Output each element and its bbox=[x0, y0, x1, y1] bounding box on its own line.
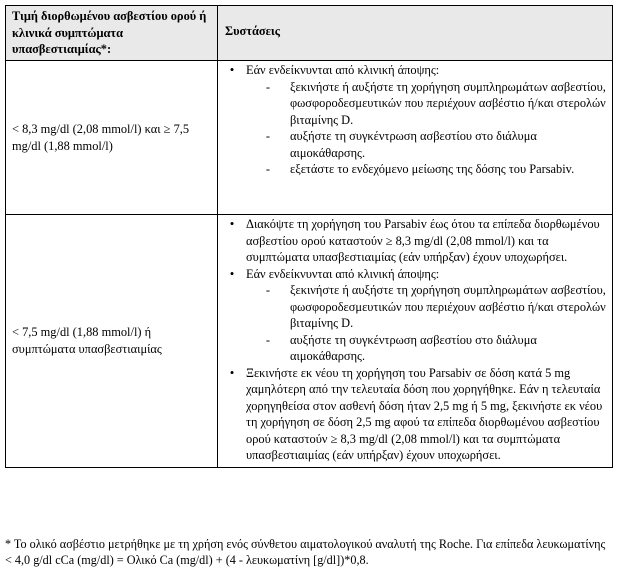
table-header-row bbox=[6, 6, 613, 61]
dosing-table bbox=[5, 5, 613, 468]
dash-marker: - bbox=[265, 129, 271, 143]
dash-marker: - bbox=[265, 79, 271, 94]
dash-marker: - bbox=[265, 162, 271, 176]
dash-text: αυξήστε τη συγκέντρωση ασβεστίου στο διάλυμα αιμοκάθαρσης. bbox=[290, 129, 537, 160]
table-row bbox=[6, 61, 613, 215]
dash-list bbox=[218, 79, 608, 178]
dash-item bbox=[246, 282, 608, 332]
dash-item bbox=[246, 161, 608, 178]
header-recommendations: Συστάσεις bbox=[218, 6, 613, 61]
bullet-item bbox=[218, 62, 608, 79]
bullet-marker: • bbox=[229, 364, 235, 380]
dash-marker: - bbox=[265, 283, 271, 297]
dash-item bbox=[246, 79, 608, 129]
bullet-marker: • bbox=[229, 265, 235, 281]
recommendation-cell bbox=[218, 215, 613, 468]
bullet-text: Εάν ενδείκνυνται από κλινική άποψης: bbox=[246, 63, 440, 77]
dash-item bbox=[246, 128, 608, 161]
bullet-text: Εάν ενδείκνυνται από κλινική άποψης: bbox=[246, 266, 440, 281]
bullet-item bbox=[218, 216, 608, 266]
bullet-marker: • bbox=[229, 62, 235, 77]
dash-item bbox=[246, 332, 608, 365]
footnote: * Το ολικό ασβέστιο μετρήθηκε με τη χρήση ενός σύνθετου αιματολογικού αναλυτή της Roche. Για επίπεδα λευκωματίνης < 4,0 g/dl cCa (mg/dl) = Ολικό Ca (mg/dl) + (4 - λευκωματίνη [g/dl])*0,8. bbox=[5, 537, 606, 567]
bullet-marker: • bbox=[229, 216, 235, 231]
bullet-item bbox=[218, 266, 608, 283]
header-calcium-value: Τιμή διορθωμένου ασβεστίου ορού ή κλινικά συμπτώματα υπασβεστιαιμίας*: bbox=[6, 6, 218, 61]
dash-text: ξεκινήστε ή αυξήστε τη χορήγηση συμπληρωμάτων ασβεστίου, φωσφοροδεσμευτικών που περιέχουν ασβέστιο ή/και στερολών βιταμίνης D. bbox=[290, 283, 606, 330]
bullet-text: Ξεκινήστε εκ νέου τη χορήγηση του Parsabiv σε δόση κατά 5 mg χαμηλότερη από την τελευταία δόση που χορηγήθηκε. Εάν η τελευταία χορηγηθείσα στον ασθενή δόση ήταν 2,5 mg ή 5 mg, ξεκινήστε εκ νέου τη χορήγηση σε δόση 2,5 mg αφού τα επίπεδα διορθωμένου ασβεστίου ορού καταστούν ≥ 8,3 mg/dl (2,08 mmol/l) και τα συμπτώματα υπασβεστιαιμίας (εάν υπήρξαν) έχουν υποχωρήσει. bbox=[246, 365, 603, 462]
bullet-text: Διακόψτε τη χορήγηση του Parsabiv έως ότου τα επίπεδα διορθωμένου ασβεστίου ορού καταστούν ≥ 8,3 mg/dl (2,08 mmol/l) και τα συμπτώματα υπασβεστιαιμίας (εάν υπήρξαν) έχουν υποχωρήσει. bbox=[246, 217, 600, 264]
condition-cell: < 7,5 mg/dl (1,88 mmol/l) ή συμπτώματα υπασβεστιαιμίας bbox=[6, 215, 218, 468]
dash-list bbox=[218, 282, 608, 365]
dash-text: ξεκινήστε ή αυξήστε τη χορήγηση συμπληρωμάτων ασβεστίου, φωσφοροδεσμευτικών που περιέχουν ασβέστιο ή/και στερολών βιταμίνης D. bbox=[290, 79, 606, 127]
bullet-item bbox=[218, 365, 608, 464]
dash-text: αυξήστε τη συγκέντρωση ασβεστίου στο διάλυμα αιμοκάθαρσης. bbox=[290, 332, 537, 363]
condition-cell: < 8,3 mg/dl (2,08 mmol/l) και ≥ 7,5 mg/dl (1,88 mmol/l) bbox=[6, 61, 218, 215]
table-row bbox=[6, 215, 613, 468]
dash-marker: - bbox=[265, 332, 271, 347]
recommendation-cell bbox=[218, 61, 613, 215]
dash-text: εξετάστε το ενδεχόμενο μείωσης της δόσης του Parsabiv. bbox=[290, 162, 575, 176]
